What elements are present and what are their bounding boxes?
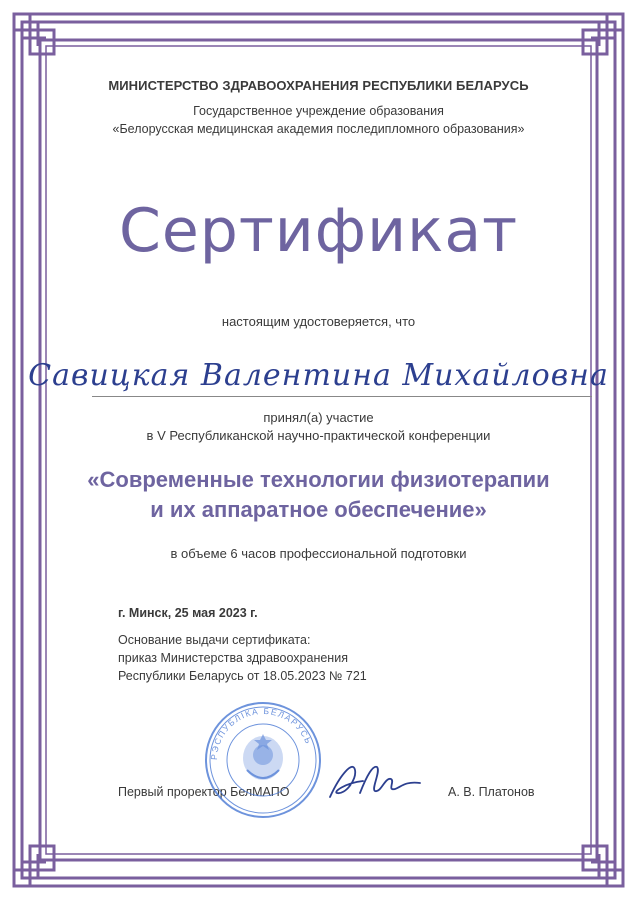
signer-name: А. В. Платонов <box>448 785 535 799</box>
place-date: г. Минск, 25 мая 2023 г. <box>118 606 258 620</box>
conference-text: в V Республиканской научно-практической конференции <box>146 428 491 443</box>
participation-text: принял(а) участие <box>263 410 374 425</box>
certificate-title: Сертификат <box>118 196 519 266</box>
topic-line-2: и их аппаратное обеспечение» <box>150 497 487 522</box>
official-stamp <box>203 700 323 820</box>
name-underline <box>92 396 592 397</box>
basis-line-1: Основание выдачи сертификата: <box>118 633 311 647</box>
signature <box>325 755 425 805</box>
basis-line-2: приказ Министерства здравоохранения <box>118 651 348 665</box>
recipient-name: Савицкая Валентина Михайловна <box>28 358 609 393</box>
institution-line-1: Государственное учреждение образования <box>193 104 444 118</box>
stamp-text: РЭСПУБЛІКА БЕЛАРУСЬ <box>208 705 315 761</box>
topic-line-1: «Современные технологии физиотерапии <box>87 467 550 492</box>
volume-text: в объеме 6 часов профессиональной подготовки <box>170 546 467 561</box>
basis-line-3: Республики Беларусь от 18.05.2023 № 721 <box>118 669 367 683</box>
ministry-heading: МИНИСТЕРСТВО ЗДРАВООХРАНЕНИЯ РЕСПУБЛИКИ БЕЛАРУСЬ <box>108 78 529 93</box>
institution-line-2: «Белорусская медицинская академия последипломного образования» <box>112 122 525 136</box>
signer-position: Первый проректор БелМАПО <box>118 785 290 799</box>
certify-text: настоящим удостоверяется, что <box>221 314 416 329</box>
